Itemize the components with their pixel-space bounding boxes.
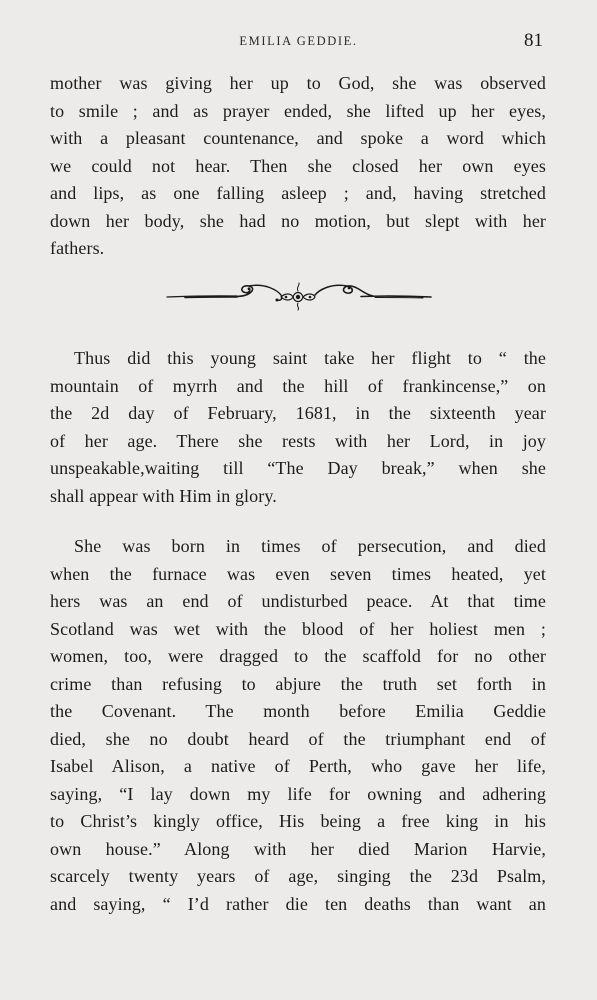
text-line: the Covenant. The month before Emilia Geddie [50,701,546,721]
text-line: Scotland was wet with the blood of her holiest men ; [50,618,546,639]
running-title: EMILIA GEDDIE. [239,34,358,48]
paragraph-1 [50,70,546,263]
text-line: and saying, “ I’d rather die ten deaths than want an [50,893,546,914]
paragraph-2 [50,345,546,510]
text-line: own house.” Along with her died Marion Harvie, [50,838,546,859]
text-line: the 2d day of February, 1681, in the sixteenth year [50,403,546,423]
page-header [50,30,547,54]
text-line: saying, “I lay down my life for owning and adhering [50,783,546,804]
text-line: with a pleasant countenance, and spoke a word which [50,128,546,148]
text-line: when the furnace was even seven times heated, yet [50,563,546,584]
text-line: Isabel Alison, a native of Perth, who gave her life, [50,756,546,776]
text-line: and lips, as one falling asleep ; and, having stretched [50,183,546,203]
text-line: crime than refusing to abjure the truth set forth in [50,673,546,694]
text-line: we could not hear. Then she closed her own eyes [50,155,546,176]
text-line: to smile ; and as prayer ended, she lifted up her eyes, [50,100,546,121]
paragraph-3 [50,533,546,918]
text-line: scarcely twenty years of age, singing the 23d Psalm, [50,866,546,886]
scroll-flourish-divider-icon [165,280,433,312]
text-line: hers was an end of undisturbed peace. At that time [50,591,546,611]
text-line: She was born in times of persecution, and died [74,536,546,556]
text-line: Thus did this young saint take her flight to “ the [74,348,546,368]
page-number: 81 [524,30,543,51]
text-line: shall appear with Him in glory. [50,485,277,506]
text-line: down her body, she had no motion, but slept with her [50,210,546,231]
text-line: unspeakable,waiting till “The Day break,” when she [50,458,546,478]
text-line: died, she no doubt heard of the triumphant end of [50,728,546,749]
text-line: fathers. [50,238,105,258]
text-line: mountain of myrrh and the hill of frankincense,” on [50,375,546,396]
text-line: mother was giving her up to God, she was observed [50,73,546,93]
text-line: to Christ’s kingly office, His being a free king in his [50,811,546,831]
text-line: women, too, were dragged to the scaffold for no other [50,646,546,666]
text-line: of her age. There she rests with her Lord, in joy [50,430,546,451]
